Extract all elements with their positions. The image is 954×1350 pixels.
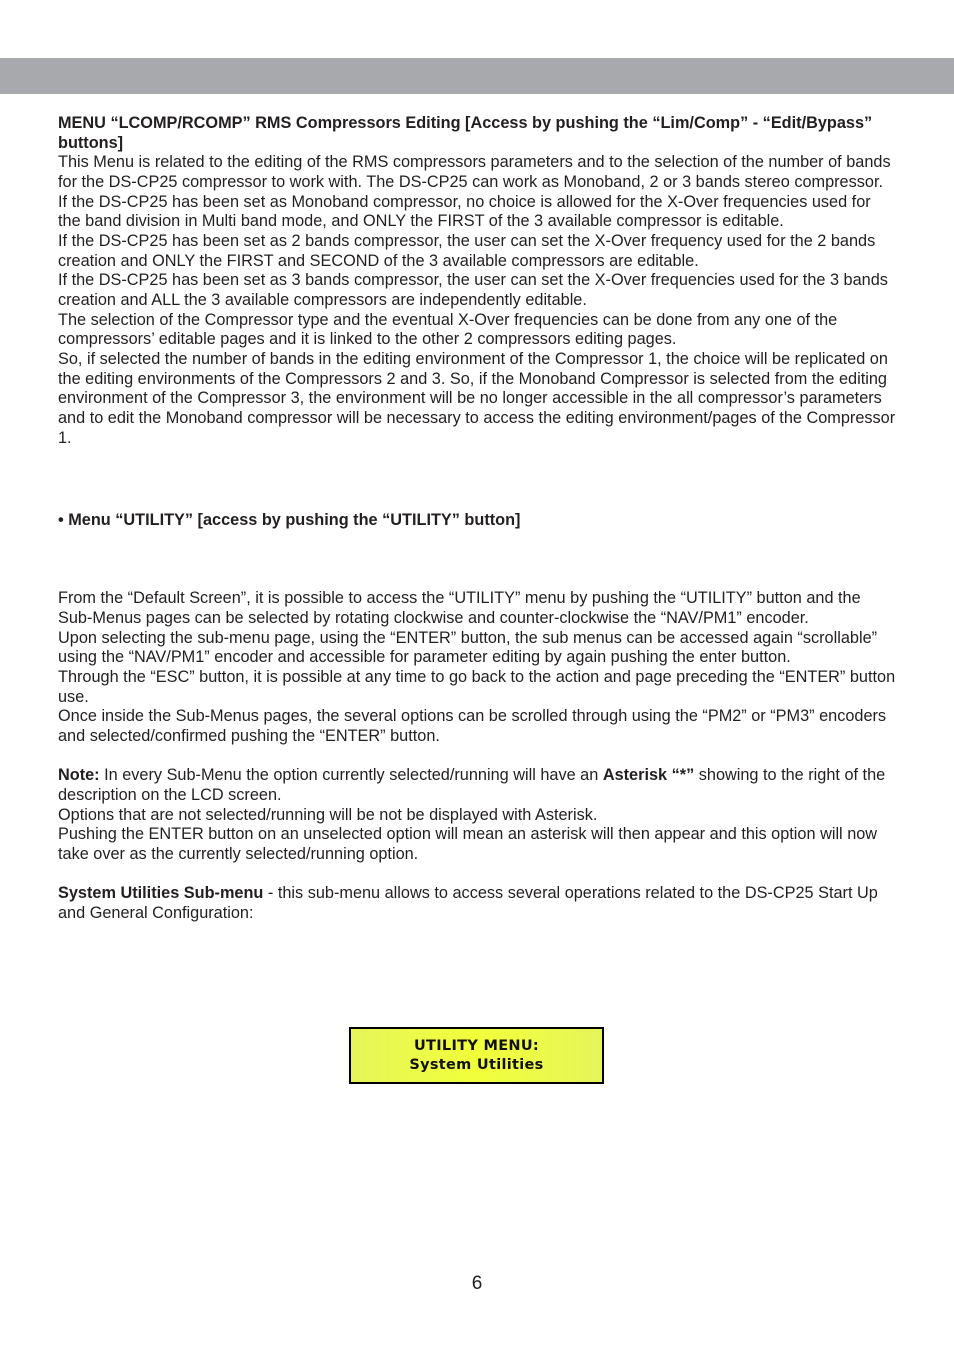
paragraph: The selection of the Compressor type and the eventual X-Over frequencies can be done from any one of the compressors’ editable pages and it is linked to the other 2 compressors editing pages. bbox=[58, 310, 838, 349]
system-utilities-label: System Utilities Sub-menu bbox=[58, 884, 264, 903]
paragraph: Upon selecting the sub-menu page, using the “ENTER” button, the sub menus can be accessed again “scrollable” using the “NAV/PM1” encoder and accessible for parameter editing by again pushing the enter button. bbox=[58, 628, 878, 667]
note-text-end: showing to the right of the description on the LCD screen. bbox=[58, 766, 886, 804]
lcd-line-2: System Utilities bbox=[409, 1056, 544, 1073]
section-heading-lcomp: MENU “LCOMP/RCOMP” RMS Compressors Editing [Access by pushing the “Lim/Comp” - “Edit/Bypass” buttons] bbox=[58, 114, 873, 152]
note-label: Note: bbox=[58, 766, 100, 785]
page-number: 6 bbox=[471, 1273, 483, 1294]
paragraph: So, if selected the number of bands in the editing environment of the Compressor 1, the choice will be replicated on the editing environments of the Compressors 2 and 3. So, if the Monoband Compressor is selected from the editing environment of the Compressor 3, the environment will be no longer accessible in the all compressor’s parameters and to edit the Monoband compressor will be necessary to access the editing environment/pages of the Compressor 1. bbox=[58, 349, 896, 447]
section-heading-utility: • Menu “UTILITY” [access by pushing the “UTILITY” button] bbox=[58, 510, 521, 529]
lcd-line-1: UTILITY MENU: bbox=[413, 1037, 540, 1054]
system-utilities-text: - this sub-menu allows to access several operations related to the DS-CP25 Start Up and General Configuration: bbox=[58, 884, 878, 922]
paragraph: Through the “ESC” button, it is possible at any time to go back to the action and page preceding the “ENTER” button use. bbox=[58, 668, 896, 706]
spacer bbox=[58, 530, 896, 569]
system-utilities-paragraph bbox=[58, 884, 896, 923]
paragraph: Once inside the Sub-Menus pages, the several options can be scrolled through using the “PM2” or “PM3” encoders and selected/confirmed pushing the “ENTER” button. bbox=[58, 707, 887, 745]
note-paragraph bbox=[58, 766, 896, 805]
paragraph: Pushing the ENTER button on an unselected option will mean an asterisk will then appear and this option will now take over as the currently selected/running option. bbox=[58, 825, 878, 863]
spacer bbox=[58, 570, 896, 590]
spacer bbox=[58, 865, 896, 885]
paragraph: This Menu is related to the editing of the RMS compressors parameters and to the selection of the number of bands for the DS-CP25 compressor to work with. The DS-CP25 can work as Monoband, 2 or 3 bands stereo compressor. bbox=[58, 153, 891, 191]
spacer bbox=[58, 747, 896, 767]
spacer bbox=[58, 491, 896, 511]
page-content bbox=[58, 114, 896, 924]
paragraph: If the DS-CP25 has been set as 2 bands compressor, the user can set the X-Over frequency used for the 2 bands creation and ONLY the FIRST and SECOND of the 3 available compressors are editable. bbox=[58, 231, 876, 270]
asterisk-emphasis: Asterisk “*” bbox=[602, 766, 695, 785]
paragraph: Options that are not selected/running will be not be displayed with Asterisk. bbox=[58, 805, 598, 824]
lcd-screen bbox=[349, 1027, 604, 1084]
paragraph: If the DS-CP25 has been set as 3 bands compressor, the user can set the X-Over frequencies used for the 3 bands creation and ALL the 3 available compressors are independently editable. bbox=[58, 271, 888, 309]
paragraph: From the “Default Screen”, it is possible to access the “UTILITY” menu by pushing the “UTILITY” button and the Sub-Menus pages can be selected by rotating clockwise and counter-clockwise the “NAV/PM1” encoder. bbox=[58, 589, 861, 628]
paragraph: If the DS-CP25 has been set as Monoband compressor, no choice is allowed for the X-Over frequencies used for the band division in Multi band mode, and ONLY the FIRST of the 3 available compressor is editable. bbox=[58, 192, 871, 231]
spacer bbox=[58, 448, 896, 491]
header-bar bbox=[0, 58, 954, 94]
note-text: In every Sub-Menu the option currently selected/running will have an bbox=[99, 766, 603, 785]
